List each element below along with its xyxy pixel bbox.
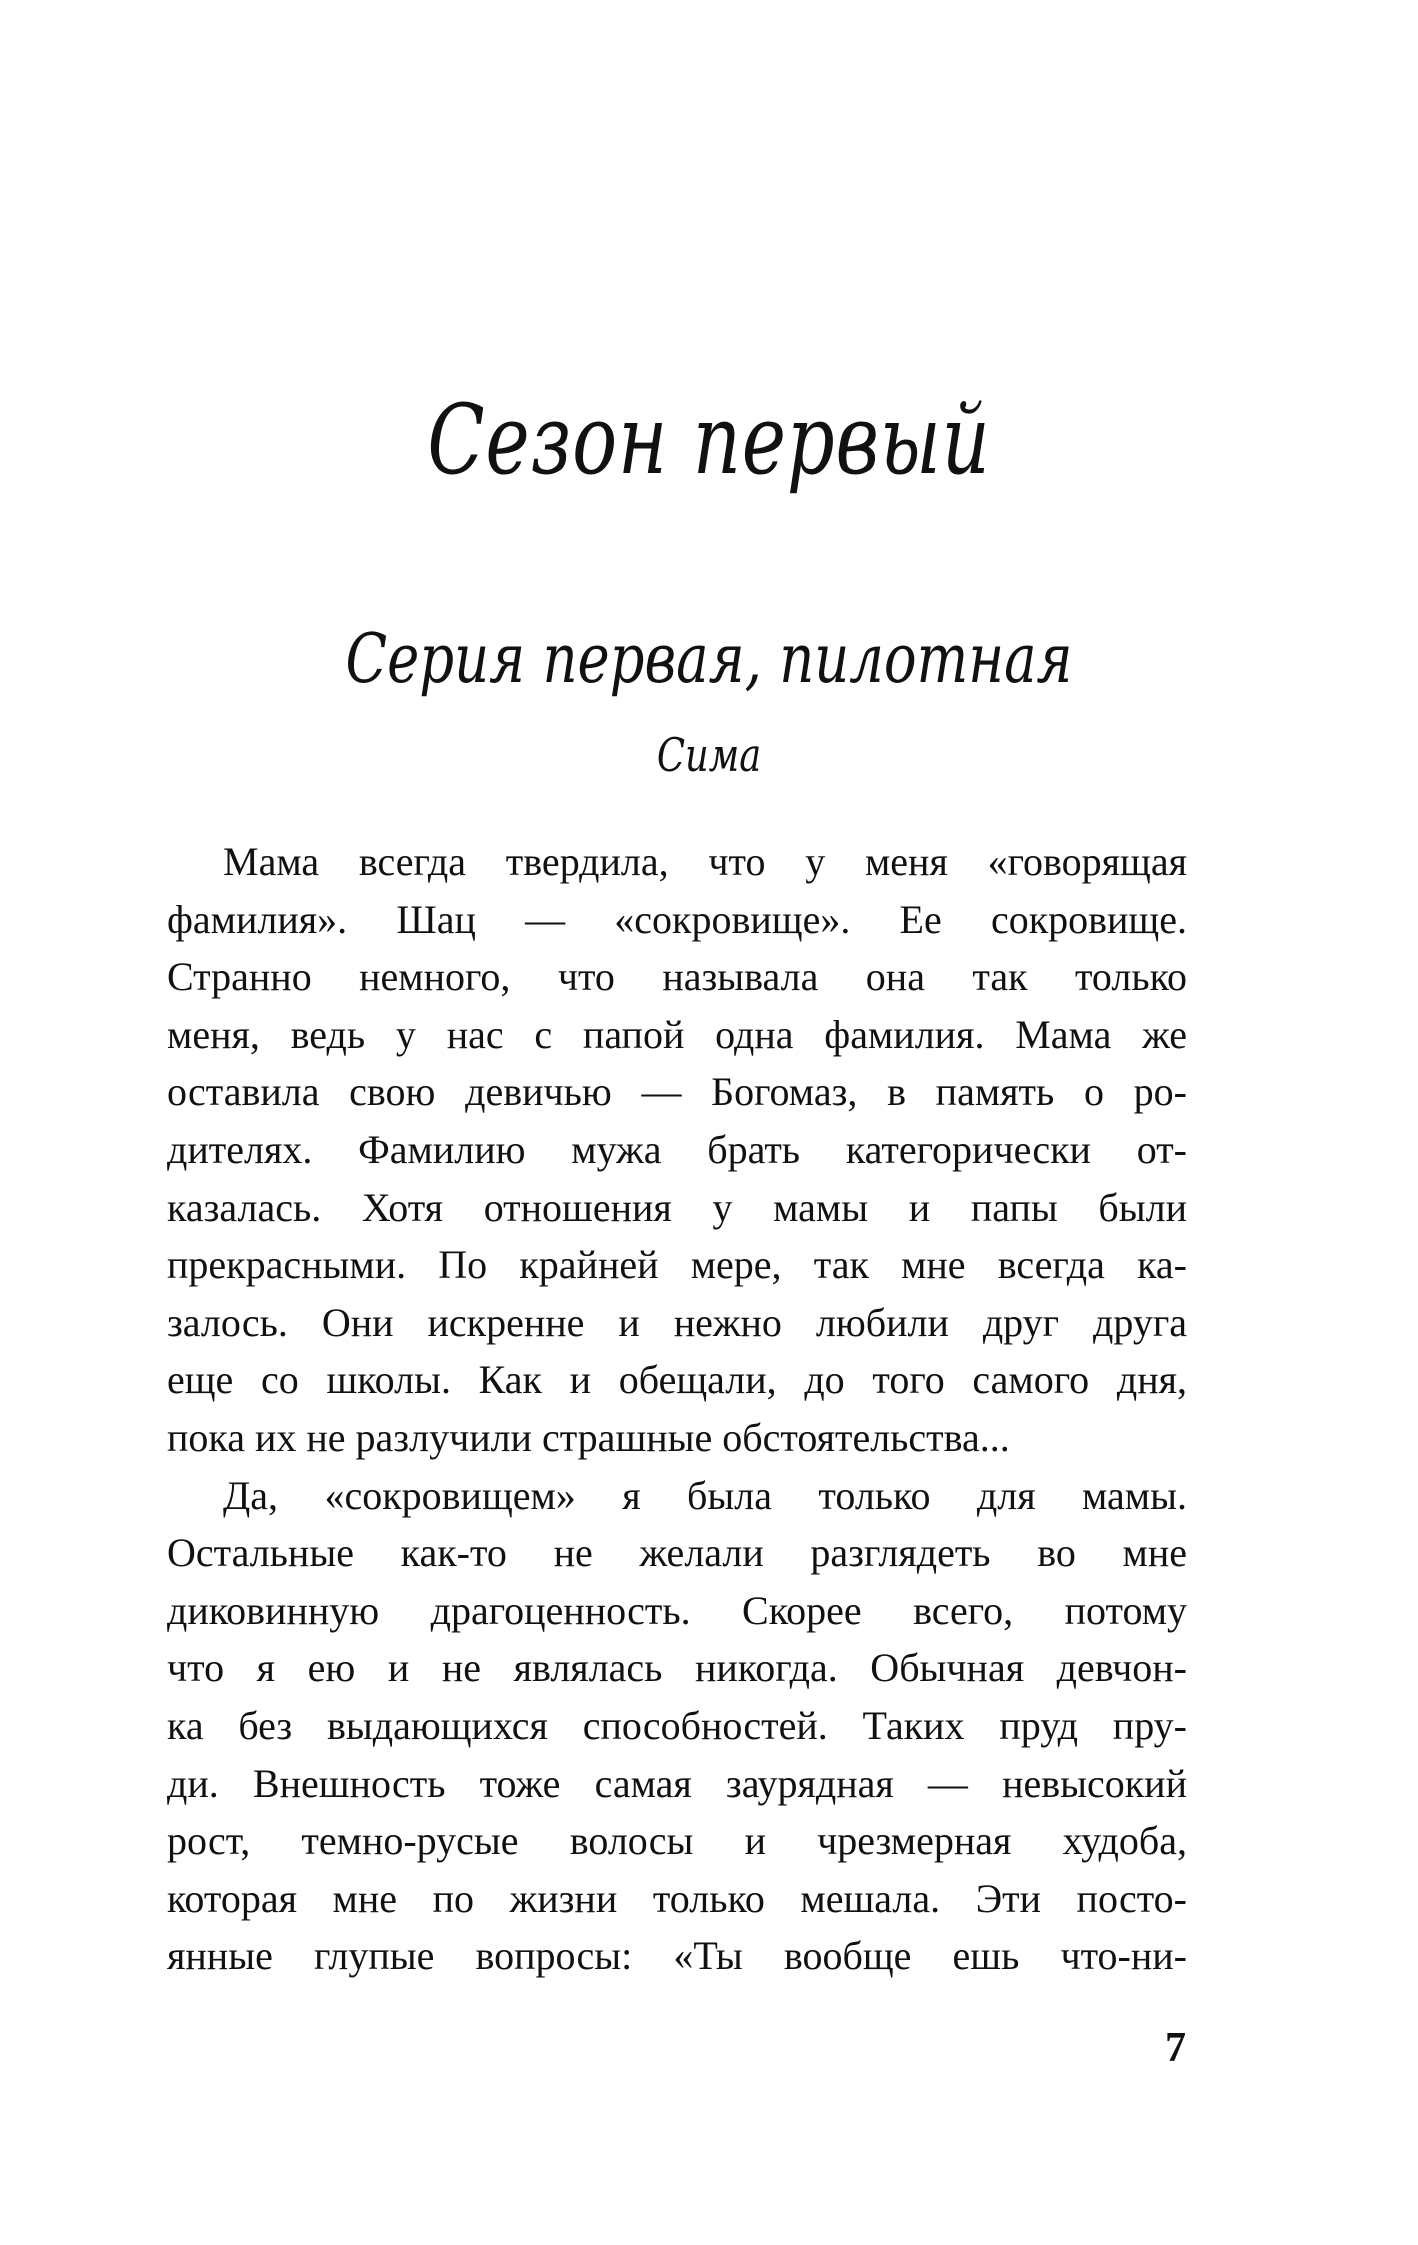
- page-number: 7: [1165, 2025, 1186, 2071]
- text-line: Странно немного, что называла она так только: [167, 954, 1187, 1000]
- text-line: фамилия». Шац — «сокровище». Ее сокровище.: [167, 896, 1187, 942]
- text-line: еще со школы. Как и обещали, до того самого дня,: [167, 1357, 1187, 1403]
- text-line: которая мне по жизни только мешала. Эти посто-: [167, 1875, 1187, 1921]
- text-line: дителях. Фамилию мужа брать категорически от-: [167, 1126, 1187, 1172]
- text-line: меня, ведь у нас с папой одна фамилия. Мама же: [167, 1011, 1187, 1057]
- text-line: оставила свою девичью — Богомаз, в память о ро-: [167, 1069, 1187, 1115]
- text-line: янные глупые вопросы: «Ты вообще ешь что-ни-: [167, 1933, 1187, 1979]
- text-line: залось. Они искренне и нежно любили друг друга: [167, 1299, 1187, 1345]
- text-line: рост, темно-русые волосы и чрезмерная худоба,: [167, 1818, 1187, 1864]
- text-line: ди. Внешность тоже самая заурядная — невысокий: [167, 1760, 1187, 1806]
- text-line: прекрасными. По крайней мере, так мне всегда ка-: [167, 1242, 1187, 1288]
- character-name-heading: Сима: [656, 728, 762, 782]
- body-text: [167, 833, 1187, 1985]
- text-line: Да, «сокровищем» я была только для мамы.: [223, 1472, 1187, 1518]
- season-title: Сезон первый: [427, 384, 991, 496]
- text-line: диковинную драгоценность. Скорее всего, потому: [167, 1587, 1187, 1633]
- text-line: пока их не разлучили страшные обстоятельства...: [167, 1414, 1010, 1460]
- episode-title: Серия первая, пилотная: [345, 620, 1073, 699]
- text-line: казалась. Хотя отношения у мамы и папы были: [167, 1184, 1187, 1230]
- text-line: ка без выдающихся способностей. Таких пруд пру-: [167, 1702, 1187, 1748]
- text-line: Остальные как-то не желали разглядеть во мне: [167, 1530, 1187, 1576]
- text-line: Мама всегда твердила, что у меня «говорящая: [223, 839, 1187, 884]
- text-line: что я ею и не являлась никогда. Обычная девчон-: [167, 1645, 1187, 1691]
